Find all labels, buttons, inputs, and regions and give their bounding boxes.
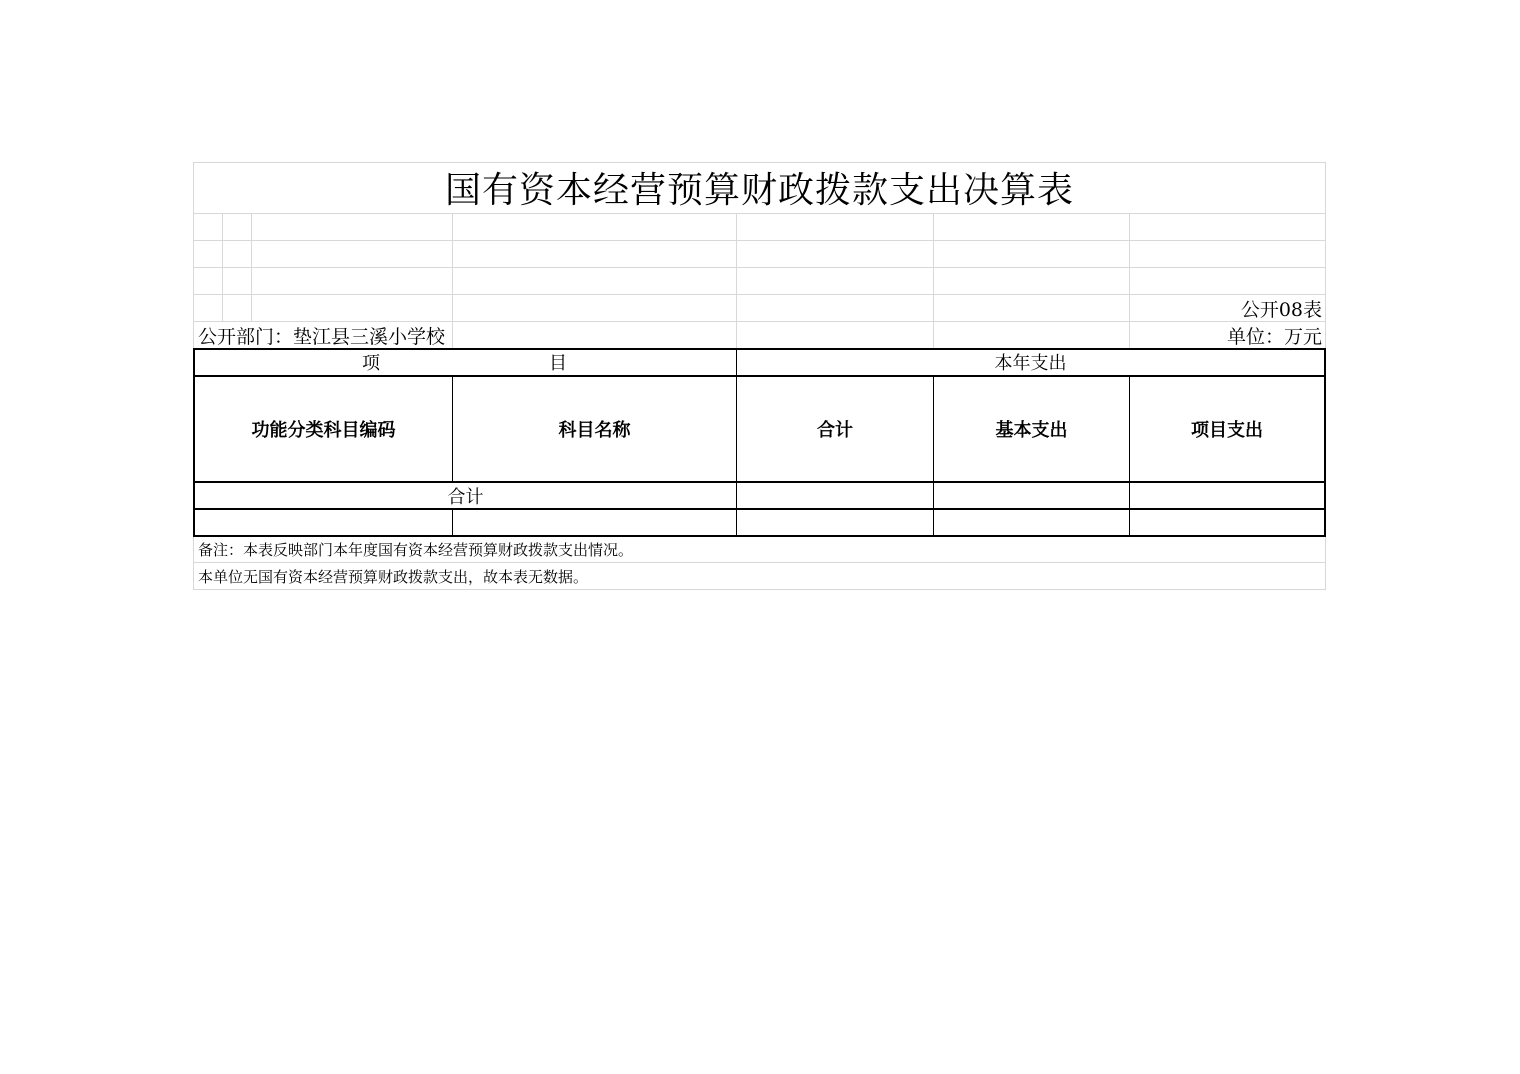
header-item-right: 目 (549, 353, 567, 374)
department-label: 公开部门：垫江县三溪小学校 (198, 326, 446, 348)
note-remark: 备注：本表反映部门本年度国有资本经营预算财政拨款支出情况。 (198, 541, 634, 559)
header-current-year: 本年支出 (994, 353, 1067, 374)
column-header-project: 项目支出 (1191, 420, 1263, 441)
column-header-name: 科目名称 (558, 420, 631, 441)
column-header-total: 合计 (817, 420, 853, 441)
page-title: 国有资本经营预算财政拨款支出决算表 (444, 170, 1074, 211)
note-no-data: 本单位无国有资本经营预算财政拨款支出，故本表无数据。 (198, 568, 589, 586)
form-number: 公开08表 (1240, 299, 1322, 321)
unit-label: 单位：万元 (1226, 326, 1322, 348)
column-header-code: 功能分类科目编码 (251, 420, 396, 441)
header-item-left: 项 (362, 353, 380, 374)
column-header-basic: 基本支出 (995, 420, 1068, 441)
total-row-label: 合计 (447, 486, 484, 508)
spreadsheet-sheet (193, 162, 1326, 590)
